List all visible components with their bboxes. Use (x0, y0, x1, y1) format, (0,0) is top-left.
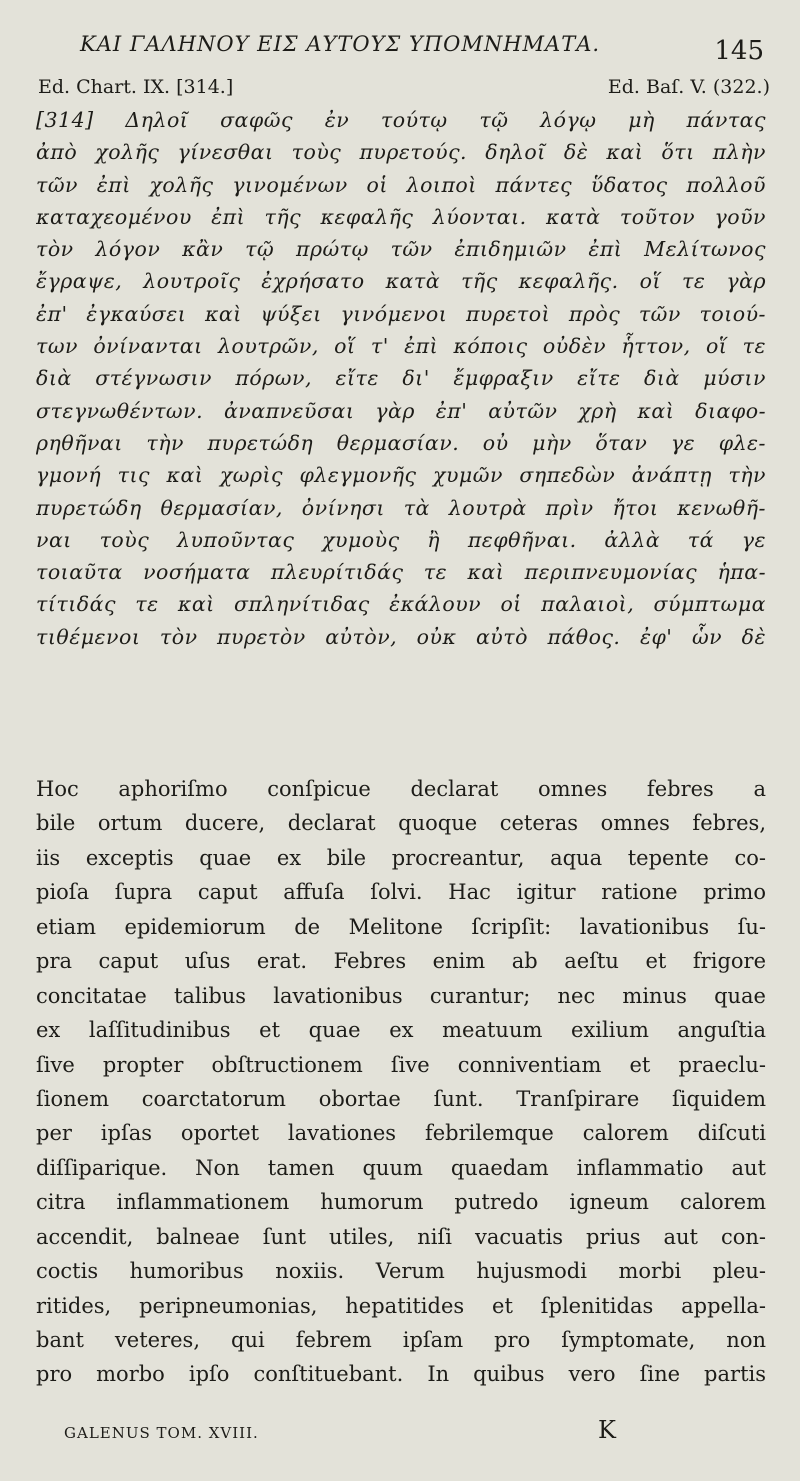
edition-reference-chart: Ed. Chart. IX. [314.] (38, 76, 234, 98)
greek-line: τὸν λόγον κἂν τῷ πρώτῳ τῶν ἐπιδημιῶν ἐπὶ Μελίτωνος (36, 237, 766, 262)
greek-line: τίτιδάς τε καὶ σπληνίτιδας ἐκάλουν οἱ παλαιοὶ, σύμπτωμα (36, 592, 766, 617)
greek-line: ρηθῆναι τὴν πυρετώδη θερμασίαν. οὐ μὴν ὅταν γε φλε- (36, 430, 766, 455)
latin-line: concitatae talibus lavationibus curantur; nec minus quae (36, 983, 766, 1008)
greek-line: ἀπὸ χολῆς γίνεσθαι τοὺς πυρετούς. δηλοῖ δὲ καὶ ὅτι πλὴν (36, 140, 766, 165)
greek-text-block (36, 104, 766, 653)
greek-line: ἔγραψε, λουτροῖς ἐχρήσατο κατὰ τῆς κεφαλῆς. οἵ τε γὰρ (36, 269, 766, 294)
latin-line: accendit, balneae ſunt utiles, niſi vacuatis prius aut con- (36, 1224, 766, 1249)
latin-line: pioſa ſupra caput affuſa ſolvi. Hac igitur ratione primo (36, 880, 766, 905)
greek-line: ἐπ' ἐγκαύσει καὶ ψύξει γινόμενοι πυρετοὶ πρὸς τῶν τοιού- (36, 301, 766, 326)
latin-line: pro morbo ipſo conſtituebant. In quibus vero ſine partis (36, 1362, 766, 1387)
latin-line: coctis humoribus noxiis. Verum hujusmodi morbi pleu- (36, 1259, 766, 1284)
greek-line: διὰ στέγνωσιν πόρων, εἴτε δι' ἔμφραξιν εἴτε διὰ μύσιν (36, 366, 766, 391)
greek-line: καταχεομένου ἐπὶ τῆς κεφαλῆς λύονται. κατὰ τοῦτον γοῦν (36, 204, 766, 229)
latin-line: ritides, peripneumonias, hepatitides et ſplenitidas appella- (36, 1293, 766, 1318)
latin-line: per ipſas oportet lavationes febrilemque calorem diſcuti (36, 1121, 766, 1146)
greek-line: τοιαῦτα νοσήματα πλευρίτιδάς τε καὶ περιπνευμονίας ἡπα- (36, 560, 766, 585)
latin-line: bile ortum ducere, declarat quoque ceteras omnes febres, (36, 811, 766, 836)
edition-reference-basel: Ed. Baſ. V. (322.) (607, 76, 770, 98)
latin-line: bant veteres, qui febrem ipſam pro ſymptomate, non (36, 1328, 766, 1352)
greek-line: στεγνωθέντων. ἀναπνεῦσαι γὰρ ἐπ' αὐτῶν χρὴ καὶ διαφο- (36, 398, 766, 423)
latin-line: Hoc aphoriſmo conſpicue declarat omnes febres a (36, 777, 766, 801)
latin-line: pra caput uſus erat. Febres enim ab aeſtu et frigore (36, 949, 766, 974)
latin-line: etiam epidemiorum de Melitone ſcripſit: lavationibus ſu- (36, 914, 766, 939)
greek-line: ναι τοὺς λυποῦντας χυμοὺς ἢ πεφθῆναι. ἀλλὰ τά γε (36, 527, 766, 552)
volume-footer: GALENUS TOM. XVIII. (64, 1424, 259, 1442)
greek-line: των ὀνίνανται λουτρῶν, οἵ τ' ἐπὶ κόποις οὐδὲν ἧττον, οἵ τε (36, 334, 766, 359)
latin-line: citra inflammationem humorum putredo igneum calorem (36, 1190, 766, 1215)
latin-line: iis exceptis quae ex bile procreantur, aqua tepente co- (36, 845, 766, 870)
latin-line: diſſiparique. Non tamen quum quaedam inflammatio aut (36, 1155, 766, 1180)
latin-line: ſive propter obſtructionem ſive conniventiam et praeclu- (36, 1052, 766, 1077)
latin-line: ſionem coarctatorum obortae ſunt. Tranſpirare ſiquidem (36, 1086, 766, 1111)
running-title: ΚΑΙ ΓΑΛΗΝΟΥ ΕΙΣ ΑΥΤΟΥΣ ΥΠΟΜΝΗΜΑΤΑ. (80, 32, 601, 56)
page-number: 145 (714, 36, 764, 66)
latin-line: ex laſſitudinibus et quae ex meatuum exilium anguſtia (36, 1018, 766, 1043)
signature-mark: K (598, 1416, 616, 1444)
greek-line: γμονή τις καὶ χωρὶς φλεγμονῆς χυμῶν σηπεδὼν ἀνάπτῃ τὴν (36, 463, 766, 488)
latin-text-block (36, 772, 766, 1392)
greek-line: πυρετώδη θερμασίαν, ὀνίνησι τὰ λουτρὰ πρὶν ἤτοι κενωθῆ- (36, 495, 766, 520)
greek-line: [314] Δηλοῖ σαφῶς ἐν τούτῳ τῷ λόγῳ μὴ πάντας (36, 108, 766, 132)
greek-line: τιθέμενοι τὸν πυρετὸν αὐτὸν, οὐκ αὐτὸ πάθος. ἐφ' ὧν δὲ (36, 624, 766, 649)
greek-line: τῶν ἐπὶ χολῆς γινομένων οἱ λοιποὶ πάντες ὕδατος πολλοῦ (36, 172, 766, 197)
